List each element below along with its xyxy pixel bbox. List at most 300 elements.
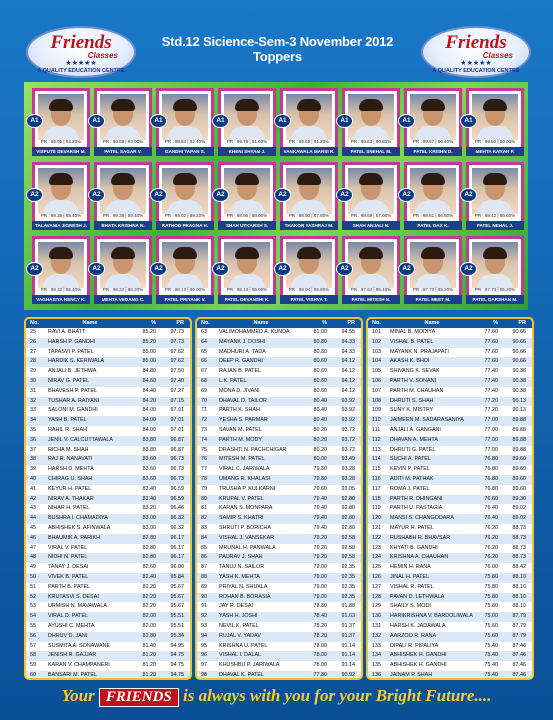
cell-pr: 95.34: [170, 632, 184, 639]
cell-no: 45: [30, 524, 36, 531]
photo-hair: [49, 99, 73, 111]
cell-no: 84: [201, 534, 207, 541]
cell-name: PARTH V. SONANI: [390, 377, 437, 384]
cell-pct: 83.40: [142, 485, 156, 492]
footer-brand: FRIENDS: [99, 688, 179, 707]
cell-no: 55: [30, 622, 36, 629]
cell-name: BHAVESH P. PATEL: [48, 387, 98, 394]
cell-name: SUSMITA A. SONAWANE: [48, 642, 111, 649]
table-row: [26, 338, 190, 348]
table-row: [197, 553, 361, 563]
header-name: Name: [424, 320, 440, 326]
cell-name: DEEP R. GANDHI: [219, 358, 263, 365]
cell-pr: 94.33: [341, 348, 355, 355]
cell-pr: 92.58: [341, 534, 355, 541]
cell-no: 76: [201, 456, 207, 463]
photo-body: [353, 200, 389, 214]
table-body: [26, 328, 190, 680]
grade-badge: A1: [460, 114, 477, 128]
cell-pr: 93.72: [341, 436, 355, 443]
grade-badge: A2: [460, 262, 477, 276]
cell-pr: 94.75: [170, 652, 184, 659]
topper-name: PATEL PRIYANK V.: [156, 295, 214, 304]
cell-pct: 81.20: [142, 671, 156, 678]
cell-name: BUSHRA I. CHAMADIYA: [48, 515, 108, 522]
cell-pr: 91.14: [341, 652, 355, 659]
topper-score: PR : 98.51 | 86.80%: [412, 213, 454, 218]
photo-hair: [297, 173, 321, 185]
cell-pct: 75.40: [484, 662, 498, 669]
cell-no: 54: [30, 613, 36, 620]
cell-pct: 85.20: [142, 338, 156, 345]
cell-name: ANJALI B. JETHWA: [48, 368, 97, 375]
cell-pct: 79.00: [313, 564, 327, 571]
cell-name: KARAN S. MONPARA: [219, 505, 273, 512]
cell-name: DHRUTI G. PATEL: [390, 446, 436, 453]
cell-no: 105: [372, 368, 381, 375]
topper-score: PR : 99.36 | 89.40%: [102, 213, 144, 218]
cell-pct: 80.80: [313, 338, 327, 345]
header-no: No.: [201, 320, 210, 326]
cell-no: 30: [30, 377, 36, 384]
cell-pct: 78.20: [313, 622, 327, 629]
table-row: [26, 612, 190, 622]
cell-name: VIRAL D. PATEL: [48, 613, 89, 620]
photo-body: [229, 200, 265, 214]
cell-no: 37: [30, 446, 36, 453]
cell-pct: 77.00: [484, 417, 498, 424]
header-no: No.: [372, 320, 381, 326]
footer-post: is always with you for your Bright Future....: [183, 686, 492, 705]
header-name: Name: [82, 320, 98, 326]
cell-pr: 88.73: [512, 524, 526, 531]
cell-no: 60: [30, 671, 36, 678]
photo-body: [43, 126, 79, 140]
grade-badge: A2: [26, 188, 43, 202]
table-row: [197, 446, 361, 456]
cell-name: DHAVAN A. MEHTA: [390, 436, 438, 443]
cell-no: 35: [30, 426, 36, 433]
cell-pr: 89.88: [512, 446, 526, 453]
cell-name: NEVIL K. PATEL: [219, 622, 259, 629]
student-photo: [100, 168, 146, 214]
cell-no: 130: [372, 613, 381, 620]
cell-name: RAHIL R. SHAH: [48, 426, 88, 433]
cell-pct: 77.40: [484, 387, 498, 394]
cell-name: MINAL B. MODIYA: [390, 329, 436, 335]
cell-name: NIRAV A. THAKAR: [48, 495, 94, 502]
cell-name: SAVAN M. PATEL: [219, 426, 262, 433]
cell-pr: 91.37: [341, 622, 355, 629]
cell-name: TANAY J. DESAI: [48, 564, 89, 571]
cell-name: UMANG R. KHALASI: [219, 475, 271, 482]
cell-pct: 81.20: [142, 662, 156, 669]
cell-pct: 79.00: [313, 593, 327, 600]
table-row: [197, 544, 361, 554]
cell-name: PARTH U. PASTAGIA: [390, 505, 443, 512]
header-pr: PR: [518, 320, 526, 326]
table-header: [26, 319, 190, 328]
topper-name: GANDHI TAPAN S.: [156, 147, 214, 156]
table-row: [197, 602, 361, 612]
cell-name: HARSH K. JADAWALA: [390, 622, 446, 629]
table-header: [197, 319, 361, 328]
table-row: [26, 632, 190, 642]
grade-badge: A1: [212, 114, 229, 128]
cell-pct: 75.80: [484, 583, 498, 590]
cell-no: 104: [372, 358, 381, 365]
table-row: [26, 563, 190, 573]
cell-pct: 79.40: [313, 495, 327, 502]
photo-body: [477, 274, 513, 288]
cell-pr: 95.67: [170, 593, 184, 600]
table-row: [368, 573, 532, 583]
cell-pct: 77.00: [484, 436, 498, 443]
cell-name: DHRUTI S. SHAH: [390, 397, 434, 404]
table-row: [197, 622, 361, 632]
cell-name: HARSH D. MEHTA: [48, 466, 94, 473]
grade-badge: A1: [336, 114, 353, 128]
cell-name: SAMIR S. KHATRI: [219, 515, 264, 522]
cell-no: 73: [201, 426, 207, 433]
cell-pr: 87.79: [512, 632, 526, 639]
table-row: [26, 367, 190, 377]
table-row: [26, 377, 190, 387]
cell-name: NIHAR H. PATEL: [48, 505, 90, 512]
topper-name: SHAH UTKARSH S.: [218, 221, 276, 230]
cell-no: 110: [372, 417, 381, 424]
cell-name: SUCHI A. PATEL: [390, 456, 431, 463]
cell-pct: 78.00: [313, 652, 327, 659]
grade-badge: A2: [26, 262, 43, 276]
cell-pr: 90.92: [341, 671, 355, 678]
cell-no: 122: [372, 534, 381, 541]
cell-pr: 89.88: [512, 436, 526, 443]
table-row: [197, 406, 361, 416]
table-row: [197, 377, 361, 387]
cell-pct: 79.80: [313, 466, 327, 473]
cell-no: 115: [372, 466, 381, 473]
cell-no: 68: [201, 377, 207, 384]
student-photo: [348, 242, 394, 288]
student-photo: [410, 94, 456, 140]
cell-name: JENIL V. CALCUTTAWALA: [48, 436, 114, 443]
cell-name: VIVEK B. PATEL: [48, 573, 89, 580]
photo-body: [167, 126, 203, 140]
grade-badge: A1: [88, 114, 105, 128]
cell-no: 64: [201, 338, 207, 345]
cell-pr: 96.17: [170, 534, 184, 541]
cell-pct: 80.40: [313, 417, 327, 424]
cell-no: 98: [201, 671, 207, 678]
cell-pr: 97.01: [170, 407, 184, 414]
cell-pr: 91.63: [341, 613, 355, 620]
cell-name: BHAUMIK A. PARIKH: [48, 534, 101, 541]
cell-pct: 76.80: [484, 475, 498, 482]
student-photo: [38, 94, 84, 140]
photo-hair: [235, 247, 259, 259]
topper-score: PR : 98.04 | 85.80%: [288, 287, 330, 292]
cell-no: 67: [201, 368, 207, 375]
topper-name: RATHOD PRAGNA H.: [156, 221, 214, 230]
photo-hair: [359, 247, 383, 259]
table-row: [368, 563, 532, 573]
cell-pct: 79.40: [313, 524, 327, 531]
photo-hair: [111, 247, 135, 259]
cell-no: 91: [201, 603, 207, 610]
cell-no: 29: [30, 368, 36, 375]
cell-no: 63: [201, 329, 207, 335]
topper-score: PR : 99.02 | 88.20%: [164, 213, 206, 218]
photo-hair: [49, 173, 73, 185]
cell-no: 124: [372, 554, 381, 561]
cell-no: 129: [372, 603, 381, 610]
cell-name: KRUTASVI S. DESAI: [48, 593, 99, 600]
table-row: [26, 406, 190, 416]
photo-hair: [421, 99, 445, 111]
cell-no: 127: [372, 583, 381, 590]
photo-body: [291, 126, 327, 140]
cell-pr: 92.35: [341, 564, 355, 571]
cell-name: HARIKRISHNA V. BARDOLIWALA: [390, 613, 473, 620]
cell-no: 121: [372, 524, 381, 531]
table-row: [197, 357, 361, 367]
cell-pr: 91.37: [341, 632, 355, 639]
cell-name: VISHAL I. DALAL: [219, 652, 262, 659]
photo-body: [353, 126, 389, 140]
topper-score: PR : 97.73 | 85.20%: [474, 287, 516, 292]
cell-name: YASH B. PATEL: [48, 417, 87, 424]
cell-pct: 80.60: [313, 387, 327, 394]
cell-pct: 77.60: [484, 329, 498, 335]
cell-name: HARDIK S. KERIWALA: [48, 358, 105, 365]
cell-name: L.K. PATEL: [219, 377, 247, 384]
cell-no: 128: [372, 593, 381, 600]
header-no: No.: [30, 320, 39, 326]
cell-no: 49: [30, 564, 36, 571]
cell-pct: 82.00: [142, 613, 156, 620]
table-row: [368, 446, 532, 456]
cell-name: HARSH P. GANDHI: [48, 338, 96, 345]
cell-no: 101: [372, 329, 381, 335]
cell-no: 94: [201, 632, 207, 639]
cell-pr: 94.12: [341, 387, 355, 394]
cell-pr: 89.88: [512, 417, 526, 424]
cell-pct: 82.40: [142, 573, 156, 580]
table-row: [26, 553, 190, 563]
student-photo: [100, 94, 146, 140]
cell-pct: 82.00: [142, 622, 156, 629]
cell-no: 31: [30, 387, 36, 394]
cell-no: 47: [30, 544, 36, 551]
photo-hair: [421, 173, 445, 185]
cell-no: 112: [372, 436, 381, 443]
cell-no: 57: [30, 642, 36, 649]
cell-pr: 96.87: [170, 446, 184, 453]
topper-name: PATEL VISHVA T.: [280, 295, 338, 304]
footer-pre: Your: [61, 686, 95, 705]
cell-no: 87: [201, 564, 207, 571]
table-row: [197, 563, 361, 573]
photo-hair: [297, 99, 321, 111]
cell-name: PAVAN D. LETHWALA: [390, 593, 445, 600]
photo-hair: [359, 99, 383, 111]
cell-name: KEVIN P. PATEL: [390, 466, 430, 473]
cell-pr: 90.66: [512, 348, 526, 355]
student-photo: [286, 168, 332, 214]
cell-no: 80: [201, 495, 207, 502]
table-row: [368, 367, 532, 377]
table-row: [197, 328, 361, 338]
cell-pr: 93.05: [341, 485, 355, 492]
cell-pct: 76.20: [484, 554, 498, 561]
star-icon: ★★★★★: [460, 60, 492, 67]
student-photo: [348, 168, 394, 214]
cell-name: TRUSHA P. KULKARNI: [219, 485, 276, 492]
cell-pct: 85.00: [142, 348, 156, 355]
table-row: [368, 514, 532, 524]
cell-no: 106: [372, 377, 381, 384]
cell-no: 134: [372, 652, 381, 659]
cell-no: 81: [201, 505, 207, 512]
cell-pr: 92.35: [341, 593, 355, 600]
cell-name: SHAILY S. MODI: [390, 603, 431, 610]
cell-pct: 75.40: [484, 652, 498, 659]
header-pct: %: [151, 320, 156, 326]
cell-no: 48: [30, 554, 36, 561]
topper-score: PR : 98.13 | 86.00%: [164, 287, 206, 292]
cell-name: KHUSHBU P. JARIWALA: [219, 662, 280, 669]
topper-name: THAKOR YASHRAJ M.: [280, 221, 338, 230]
grade-badge: A1: [26, 114, 43, 128]
cell-pct: 79.20: [313, 554, 327, 561]
cell-no: 32: [30, 397, 36, 404]
topper-name: MEHTA KARAN P.: [466, 147, 524, 156]
cell-pr: 89.30: [512, 495, 526, 502]
table-row: [197, 632, 361, 642]
cell-pr: 92.35: [341, 583, 355, 590]
cell-pct: 75.40: [484, 642, 498, 649]
cell-pr: 90.38: [512, 387, 526, 394]
cell-no: 95: [201, 642, 207, 649]
table-row: [197, 387, 361, 397]
table-row: [368, 661, 532, 671]
cell-pr: 88.73: [512, 544, 526, 551]
table-row: [368, 642, 532, 652]
topper-name: PATEL DEVANSHI K.: [218, 295, 276, 304]
cell-pct: 76.60: [484, 495, 498, 502]
cell-no: 46: [30, 534, 36, 541]
cell-no: 119: [372, 505, 381, 512]
table-row: [197, 465, 361, 475]
cell-pct: 83.60: [142, 466, 156, 473]
cell-name: RAJ R. NANAVATI: [48, 456, 93, 463]
cell-pct: 84.80: [142, 368, 156, 375]
cell-name: YASH H. JOSHI: [219, 613, 258, 620]
cell-pct: 82.80: [142, 544, 156, 551]
cell-pr: 97.40: [170, 377, 184, 384]
table-row: [26, 642, 190, 652]
cell-pr: 88.10: [512, 603, 526, 610]
table-row: [197, 671, 361, 680]
cell-name: RAVI A. BHATT: [48, 329, 86, 335]
cell-name: VIRAL C. JARIWALA: [219, 466, 270, 473]
cell-no: 113: [372, 446, 381, 453]
cell-name: JENISH R. GAJJAR: [48, 652, 97, 659]
cell-pr: 87.79: [512, 622, 526, 629]
table-row: [26, 534, 190, 544]
cell-pct: 79.40: [313, 515, 327, 522]
cell-pct: 83.00: [142, 515, 156, 522]
grade-badge: A2: [88, 262, 105, 276]
topper-score: PR : 98.59 | 87.00%: [350, 213, 392, 218]
cell-no: 126: [372, 573, 381, 580]
cell-pct: 81.00: [313, 329, 327, 335]
cell-no: 56: [30, 632, 36, 639]
cell-no: 41: [30, 485, 36, 492]
cell-no: 59: [30, 662, 36, 669]
cell-no: 74: [201, 436, 207, 443]
photo-body: [477, 126, 513, 140]
cell-no: 90: [201, 593, 207, 600]
cell-pct: 80.60: [313, 368, 327, 375]
cell-name: KARAN V. CHAMPANERI: [48, 662, 110, 669]
cell-no: 69: [201, 387, 207, 394]
cell-pr: 96.73: [170, 466, 184, 473]
cell-pr: 94.12: [341, 368, 355, 375]
table-body: [368, 328, 532, 680]
cell-pr: 91.14: [341, 662, 355, 669]
topper-name: PATEL DARSHAN M.: [466, 295, 524, 304]
cell-no: 27: [30, 348, 36, 355]
cell-pct: 79.20: [313, 534, 327, 541]
cell-pct: 79.60: [313, 485, 327, 492]
cell-pct: 81.80: [142, 632, 156, 639]
table-row: [197, 573, 361, 583]
grade-badge: A2: [212, 262, 229, 276]
topper-name: PATEL SAGAR V.: [94, 147, 152, 156]
grade-badge: A1: [150, 114, 167, 128]
cell-pct: 78.80: [313, 603, 327, 610]
cell-pct: 78.00: [313, 642, 327, 649]
cell-pct: 84.00: [142, 417, 156, 424]
table-row: [26, 495, 190, 505]
topper-name: BHATA KRISHNA N.: [94, 221, 152, 230]
photo-body: [105, 200, 141, 214]
cell-pr: 88.10: [512, 573, 526, 580]
cell-name: JAINAM P. SHAH: [390, 671, 433, 678]
topper-name: VAGHASIYA NENCY K.: [32, 295, 90, 304]
cell-pr: 96.17: [170, 544, 184, 551]
cell-pr: 96.59: [170, 485, 184, 492]
cell-no: 85: [201, 544, 207, 551]
student-photo: [472, 94, 518, 140]
student-photo: [472, 168, 518, 214]
table-row: [368, 602, 532, 612]
grade-badge: A2: [336, 262, 353, 276]
cell-pct: 76.20: [484, 544, 498, 551]
cell-name: MAYANK N. PRAJAPATI: [390, 348, 449, 355]
cell-no: 117: [372, 485, 381, 492]
cell-name: ABHISHEK H. GANDHI: [390, 662, 447, 669]
cell-pct: 76.80: [484, 456, 498, 463]
cell-name: SALONI M. GANDHI: [48, 407, 98, 414]
cell-pct: 77.20: [484, 397, 498, 404]
student-photo: [410, 168, 456, 214]
photo-body: [415, 274, 451, 288]
cell-pct: 78.40: [313, 613, 327, 620]
table-row: [197, 475, 361, 485]
